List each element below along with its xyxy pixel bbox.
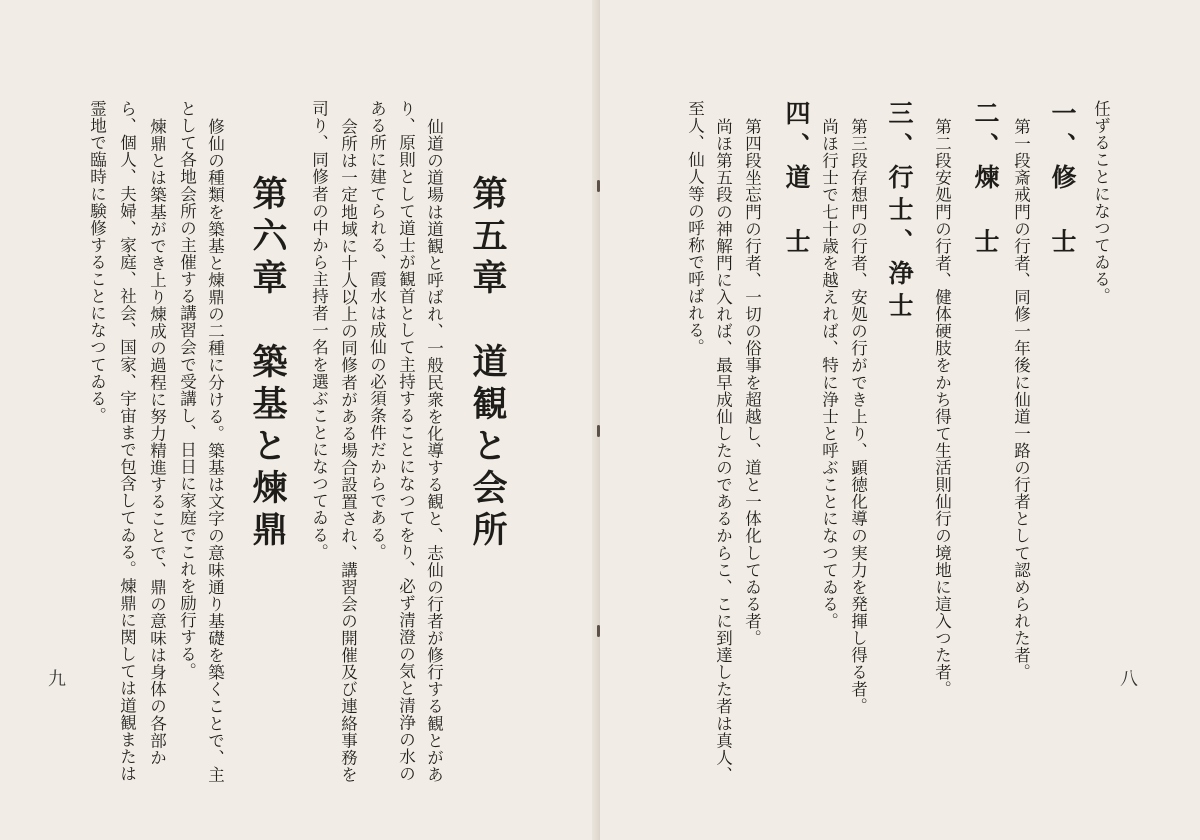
chapter5-line-3: ある所に建てられる、霞水は成仙の必須条件だからである。 (367, 100, 387, 561)
chapter6-line-4: ら、個人、夫婦、家庭、社会、国家、宇宙まで包含してゐる。煉鼎に関しては道観または (117, 100, 137, 782)
chapter6-line-1: 修仙の種類を築基と煉鼎の二種に分ける。築基は文字の意味通り基礎を築くことで、主 (205, 118, 225, 783)
intro-line: 任ずることになつてゐる。 (1091, 100, 1111, 305)
chapter5-line-1: 仙道の道場は道観と呼ばれ、一般民衆を化導する観と、志仙の行者が修行する観とがあ (424, 118, 444, 783)
section4-line-3: 至人、仙人等の呼称で呼ばれる。 (685, 100, 705, 356)
section2-heading: 二、煉 士 (971, 100, 1000, 260)
section4-line-2: 尚ほ第五段の神解門に入れば、最早成仙したのであるからこ、こに到達した者は真人、 (713, 118, 733, 783)
chapter5-line-2: り、原則として道士が観首として主持することになつてをり、必ず清澄の気と清浄の水の (396, 100, 416, 782)
section3-line-2: 尚ほ行士で七十歳を越えれば、特に浄士と呼ぶことになつてゐる。 (819, 118, 839, 630)
chapter5-heading: 第五章 道観と会所 (467, 175, 508, 553)
chapter5-line-4: 会所は一定地域に十人以上の同修者がある場合設置され、講習会の開催及び連絡事務を (338, 118, 358, 783)
section2-line-1: 第二段安処門の行者、健体硬肢をかち得て生活則仙行の境地に這入つた者。 (932, 118, 952, 698)
chapter6-line-3: 煉鼎とは築基ができ上り煉成の過程に努力精進することで、鼎の意味は身体の各部か (147, 118, 167, 766)
chapter5-line-5: 司り、同修者の中から主持者一名を選ぶことになつてゐる。 (309, 100, 329, 561)
section4-line-1: 第四段坐忘門の行者、一切の俗事を超越し、道と一体化してゐる者。 (742, 118, 762, 647)
chapter6-heading: 第六章 築基と煉鼎 (247, 175, 288, 553)
section4-heading: 四、道 士 (782, 100, 811, 260)
right-page (600, 0, 1200, 840)
chapter6-line-5: 霊地で臨時に験修することになつてゐる。 (87, 100, 107, 424)
section3-line-1: 第三段存想門の行者、安処の行ができ上り、顕徳化導の実力を発揮し得る者。 (848, 118, 868, 715)
chapter6-line-2: として各地会所の主催する講習会で受講し、日日に家庭でこれを励行する。 (177, 100, 197, 680)
section3-heading: 三、行士、浄士 (885, 100, 914, 324)
right-page-number: 八 (1120, 669, 1138, 690)
left-page-number: 九 (48, 669, 66, 690)
section1-line-1: 第一段斎戒門の行者、同修一年後に仙道一路の行者として認められた者。 (1011, 118, 1031, 681)
section1-heading: 一、修 士 (1048, 100, 1077, 260)
